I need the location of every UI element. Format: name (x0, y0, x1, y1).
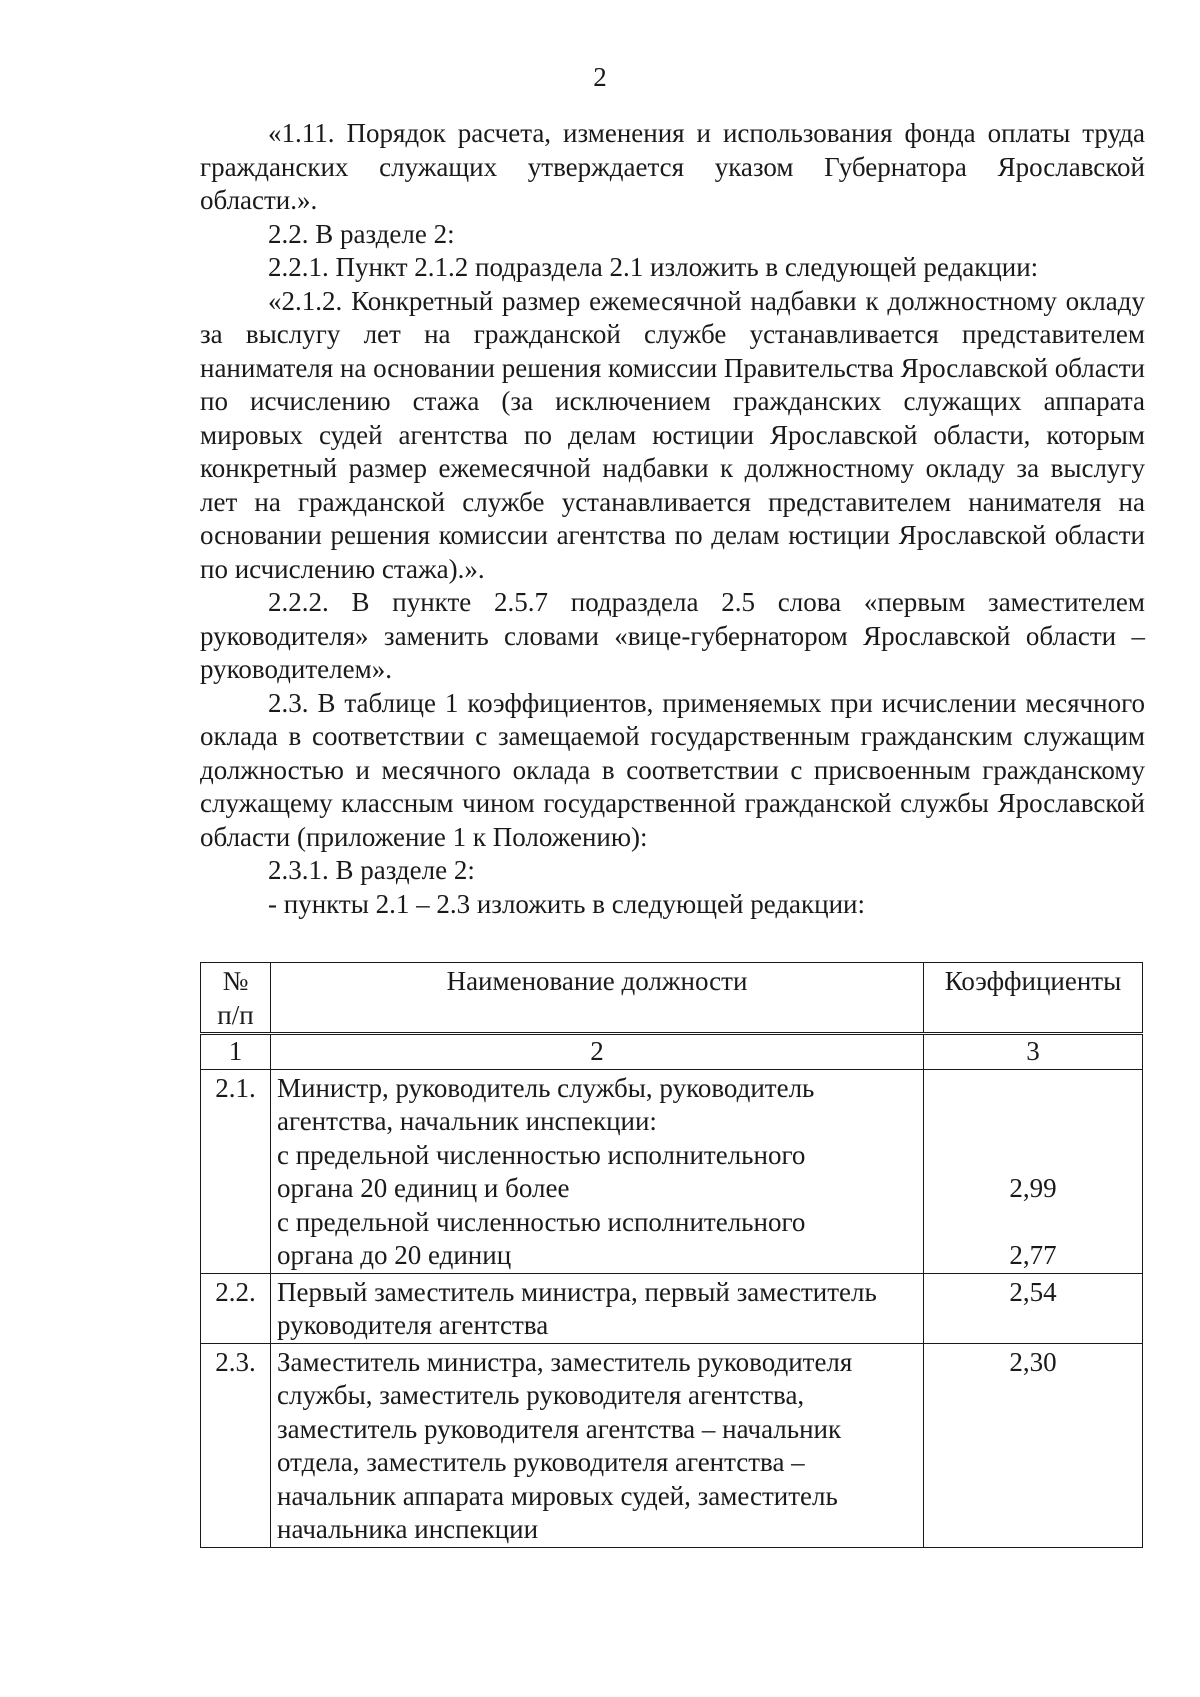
position-name-line: начальника инспекции (277, 1514, 539, 1544)
column-number: 1 (201, 1034, 271, 1070)
column-number-row (201, 1034, 1143, 1070)
coefficient-line (930, 1413, 1136, 1447)
coefficient-line: 2,30 (1009, 1346, 1057, 1377)
paragraph-1-11: «1.11. Порядок расчета, изменения и использования фонда оплаты труда гражданских служащих утверждается указом Губернатора Ярославской области.». (200, 118, 1145, 215)
paragraph-2-3: 2.3. В таблице 1 коэффициентов, применяемых при исчислении месячного оклада в соответствии с замещаемой государственным гражданским служащим должностью и месячного оклада в соответствии с присвоенным гражданскому служащему классным чином государственной гражданской службы Ярославской области (приложение 1 к Положению): (200, 687, 1145, 852)
table-row (201, 1273, 1143, 1343)
page-number: 2 (593, 62, 607, 92)
paragraph-2-2-2: 2.2.2. В пункте 2.5.7 подраздела 2.5 слова «первым заместителем руководителя» заменить словами «вице-губернатором Ярославской области – руководителем». (200, 587, 1145, 684)
position-name-line: органа до 20 единиц (277, 1240, 512, 1270)
position-name-line: начальник аппарата мировых судей, заместитель (277, 1480, 838, 1511)
paragraph-2-2-1: 2.2.1. Пункт 2.1.2 подраздела 2.1 изложить в следующей редакции: (268, 252, 1039, 282)
position-name-line: Министр, руководитель службы, руководитель (277, 1072, 815, 1103)
coefficient-line (930, 1105, 1136, 1139)
header-coefficients: Коэффициенты (924, 963, 1143, 1034)
position-name-line: службы, заместитель руководителя агентства, (277, 1380, 805, 1410)
coefficient-line (930, 1513, 1136, 1547)
table-row (201, 1069, 1143, 1273)
coefficient-value (924, 1273, 1143, 1343)
coefficient-line: 2,54 (1009, 1276, 1057, 1307)
paragraph-2-2: 2.2. В разделе 2: (268, 218, 455, 249)
position-name-line: заместитель руководителя агентства – начальник (277, 1413, 842, 1444)
table-row (201, 1343, 1143, 1547)
coefficient-line: 2,77 (1009, 1240, 1057, 1270)
header-num: № п/п (201, 963, 271, 1034)
paragraph-2-1-2: «2.1.2. Конкретный размер ежемесячной надбавки к должностному окладу за выслугу лет на гражданской службе устанавливается представителем нанимателя на основании решения комиссии Правительства Ярославской области по исчислению стажа (за исключением гражданских служащих аппарата мировых судей агентства по делам юстиции Ярославской области, которым конкретный размер ежемесячной надбавки к должностному окладу за выслугу лет на гражданской службе устанавливается представителем нанимателя на основании решения комиссии агентства по делам юстиции Ярославской области по исчислению стажа).». (200, 285, 1145, 584)
coefficients-table (200, 962, 1143, 1548)
row-number: 2.2. (201, 1273, 271, 1343)
coefficient-line (930, 1379, 1136, 1413)
paragraph-2-3-1: 2.3.1. В разделе 2: (268, 855, 475, 885)
position-name-line: агентства, начальник инспекции: (277, 1106, 657, 1136)
coefficient-line (930, 1446, 1136, 1480)
body-text (200, 117, 1145, 921)
position-name (271, 1273, 924, 1343)
header-position-name: Наименование должности (271, 963, 924, 1034)
position-name-line: Заместитель министра, заместитель руководителя (277, 1346, 853, 1377)
column-number: 3 (924, 1034, 1143, 1070)
coefficient-line (930, 1072, 1136, 1106)
coefficient-value (924, 1069, 1143, 1273)
position-name (271, 1069, 924, 1273)
position-name-line: руководителя агентства (277, 1310, 549, 1340)
row-number: 2.1. (201, 1069, 271, 1273)
position-name-line: органа 20 единиц и более (277, 1173, 570, 1203)
coefficient-line (930, 1206, 1136, 1240)
paragraph-list-intro: - пункты 2.1 – 2.3 изложить в следующей редакции: (268, 888, 866, 919)
row-number: 2.3. (201, 1343, 271, 1547)
position-name-line: с предельной численностью исполнительного (277, 1139, 806, 1170)
coefficient-value (924, 1343, 1143, 1547)
coefficient-line (930, 1309, 1136, 1343)
coefficient-line: 2,99 (1009, 1173, 1057, 1203)
position-name-line: отдела, заместитель руководителя агентства – (277, 1447, 805, 1477)
table-body (201, 1069, 1143, 1547)
position-name-line: с предельной численностью исполнительного (277, 1206, 806, 1237)
column-number: 2 (271, 1034, 924, 1070)
position-name-line: Первый заместитель министра, первый заместитель (277, 1276, 877, 1307)
table-header-row (201, 963, 1143, 1034)
coefficient-line (930, 1139, 1136, 1173)
position-name (271, 1343, 924, 1547)
coefficient-line (930, 1480, 1136, 1514)
